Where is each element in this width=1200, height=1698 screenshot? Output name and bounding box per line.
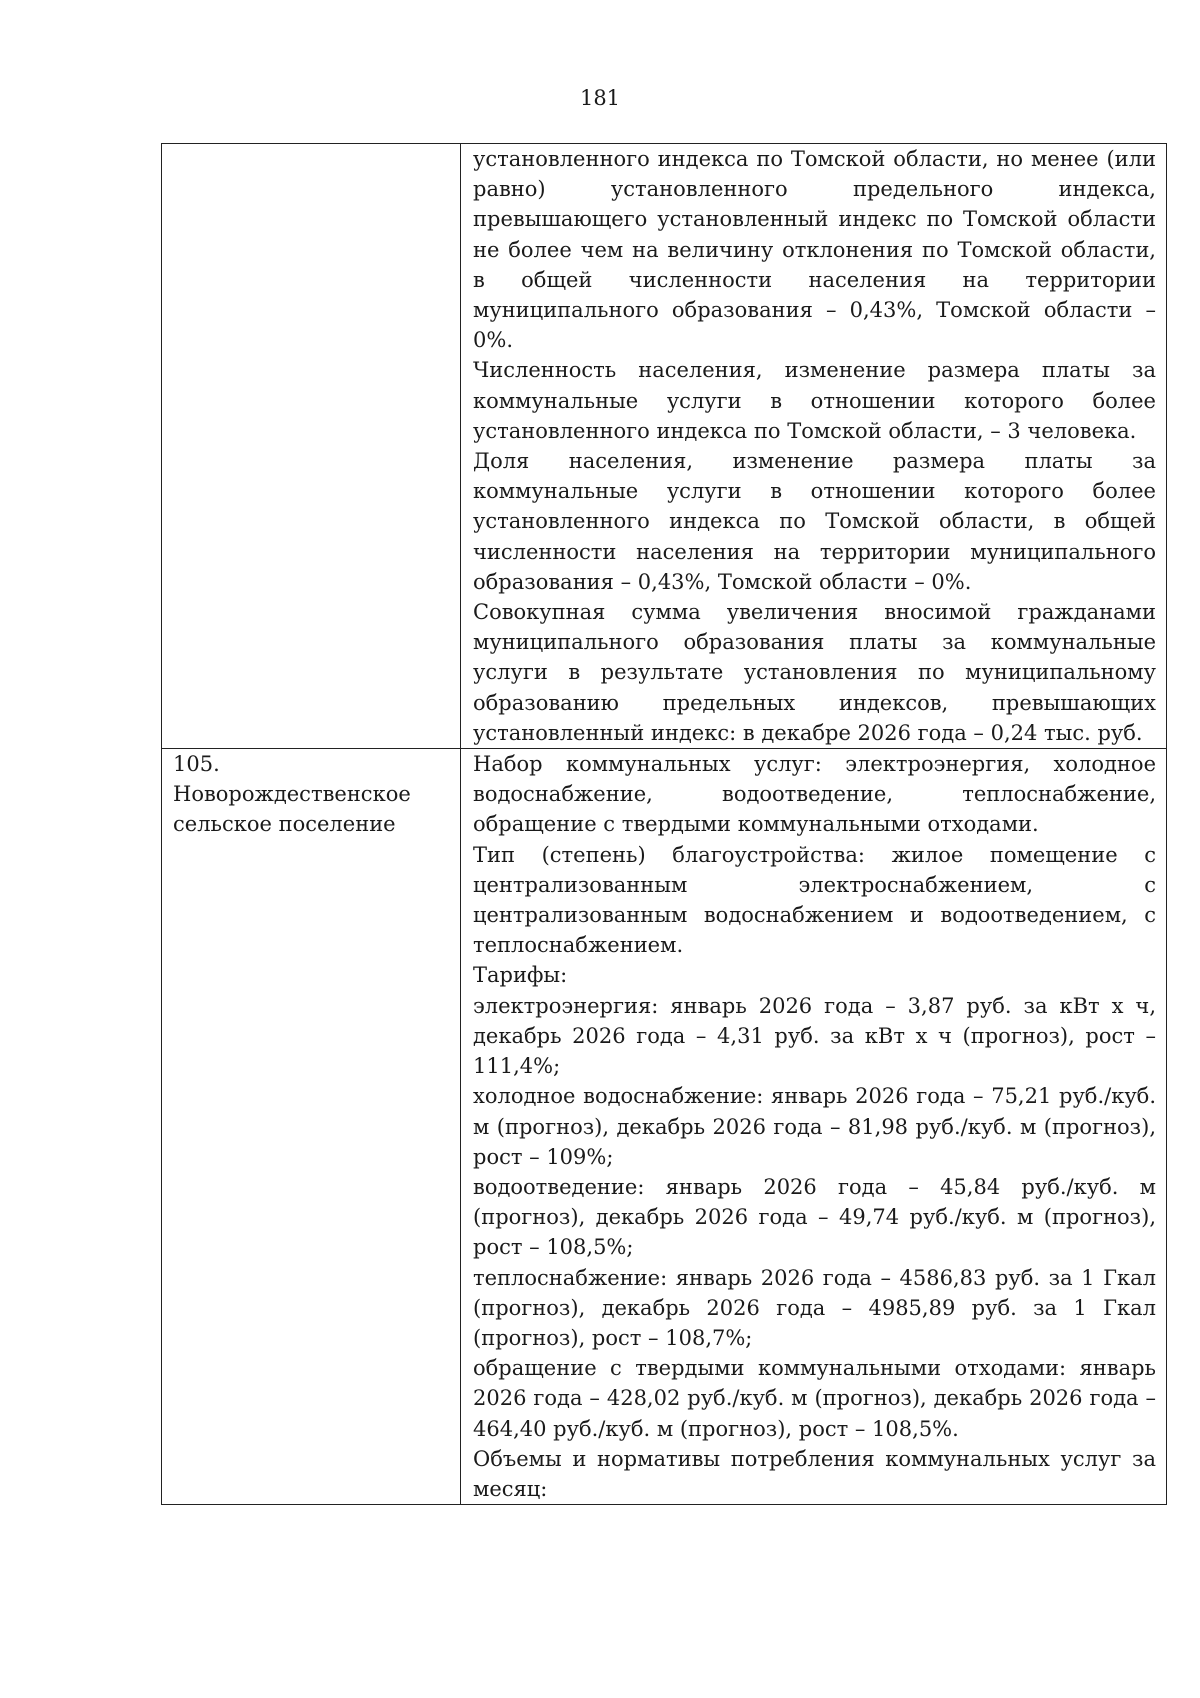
- paragraph: водоотведение: январь 2026 года – 45,84 руб./куб. м (прогноз), декабрь 2026 года – 49,74 руб./куб. м (прогноз), рост – 108,5%;: [473, 1174, 1156, 1260]
- paragraph: Совокупная сумма увеличения вносимой гражданами муниципального образования платы за коммунальные услуги в результате установления по муниципальному образованию предельных индексов, превышающих установленный индекс: в декабре 2026 года – 0,24 тыс. руб.: [473, 600, 1156, 745]
- municipality-name: Новорождественское сельское поселение: [173, 782, 411, 837]
- paragraph: Объемы и нормативы потребления коммунальных услуг за месяц:: [473, 1446, 1156, 1501]
- paragraph: холодное водоснабжение: январь 2026 года – 75,21 руб./куб. м (прогноз), декабрь 2026 года – 81,98 руб./куб. м (прогноз), рост – 109%;: [473, 1084, 1156, 1169]
- paragraph: теплоснабжение: январь 2026 года – 4586,83 руб. за 1 Гкал (прогноз), декабрь 2026 года – 4985,89 руб. за 1 Гкал (прогноз), рост – 108,7%;: [473, 1265, 1156, 1350]
- description-cell: [461, 749, 1167, 1505]
- table-row: [162, 144, 1167, 749]
- paragraph: электроэнергия: январь 2026 года – 3,87 руб. за кВт x ч, декабрь 2026 года – 4,31 руб. за кВт x ч (прогноз), рост – 111,4%;: [473, 993, 1156, 1079]
- municipal-table: [161, 143, 1167, 1505]
- paragraph: Доля населения, изменение размера платы за коммунальные услуги в отношении которого более установленного индекса по Томской области, в общей численности населения на территории муниципального образования – 0,43%, Томской области – 0%.: [473, 449, 1156, 594]
- row-number: 105.: [173, 752, 220, 777]
- municipality-cell: [162, 749, 461, 1505]
- description-cell: [461, 144, 1167, 749]
- paragraph: обращение с твердыми коммунальными отходами: январь 2026 года – 428,02 руб./куб. м (прогноз), декабрь 2026 года – 464,40 руб./куб. м (прогноз), рост – 108,5%.: [473, 1356, 1156, 1441]
- table-row: [162, 749, 1167, 1505]
- page-number: 181: [579, 86, 621, 110]
- paragraph: Тип (степень) благоустройства: жилое помещение с централизованным электроснабжением, с централизованным водоснабжением и водоотведением, с теплоснабжением.: [473, 842, 1156, 958]
- municipality-cell: [162, 144, 461, 749]
- paragraph: установленного индекса по Томской области, но менее (или равно) установленного предельного индекса, превышающего установленный индекс по Томской области не более чем на величину отклонения по Томской области, в общей численности населения на территории муниципального образования – 0,43%, Томской области – 0%.: [473, 147, 1156, 353]
- paragraph: Тарифы:: [473, 963, 568, 988]
- paragraph: Численность населения, изменение размера платы за коммунальные услуги в отношении которого более установленного индекса по Томской области, – 3 человека.: [473, 358, 1156, 443]
- paragraph: Набор коммунальных услуг: электроэнергия, холодное водоснабжение, водоотведение, теплоснабжение, обращение с твердыми коммунальными отходами.: [473, 752, 1156, 837]
